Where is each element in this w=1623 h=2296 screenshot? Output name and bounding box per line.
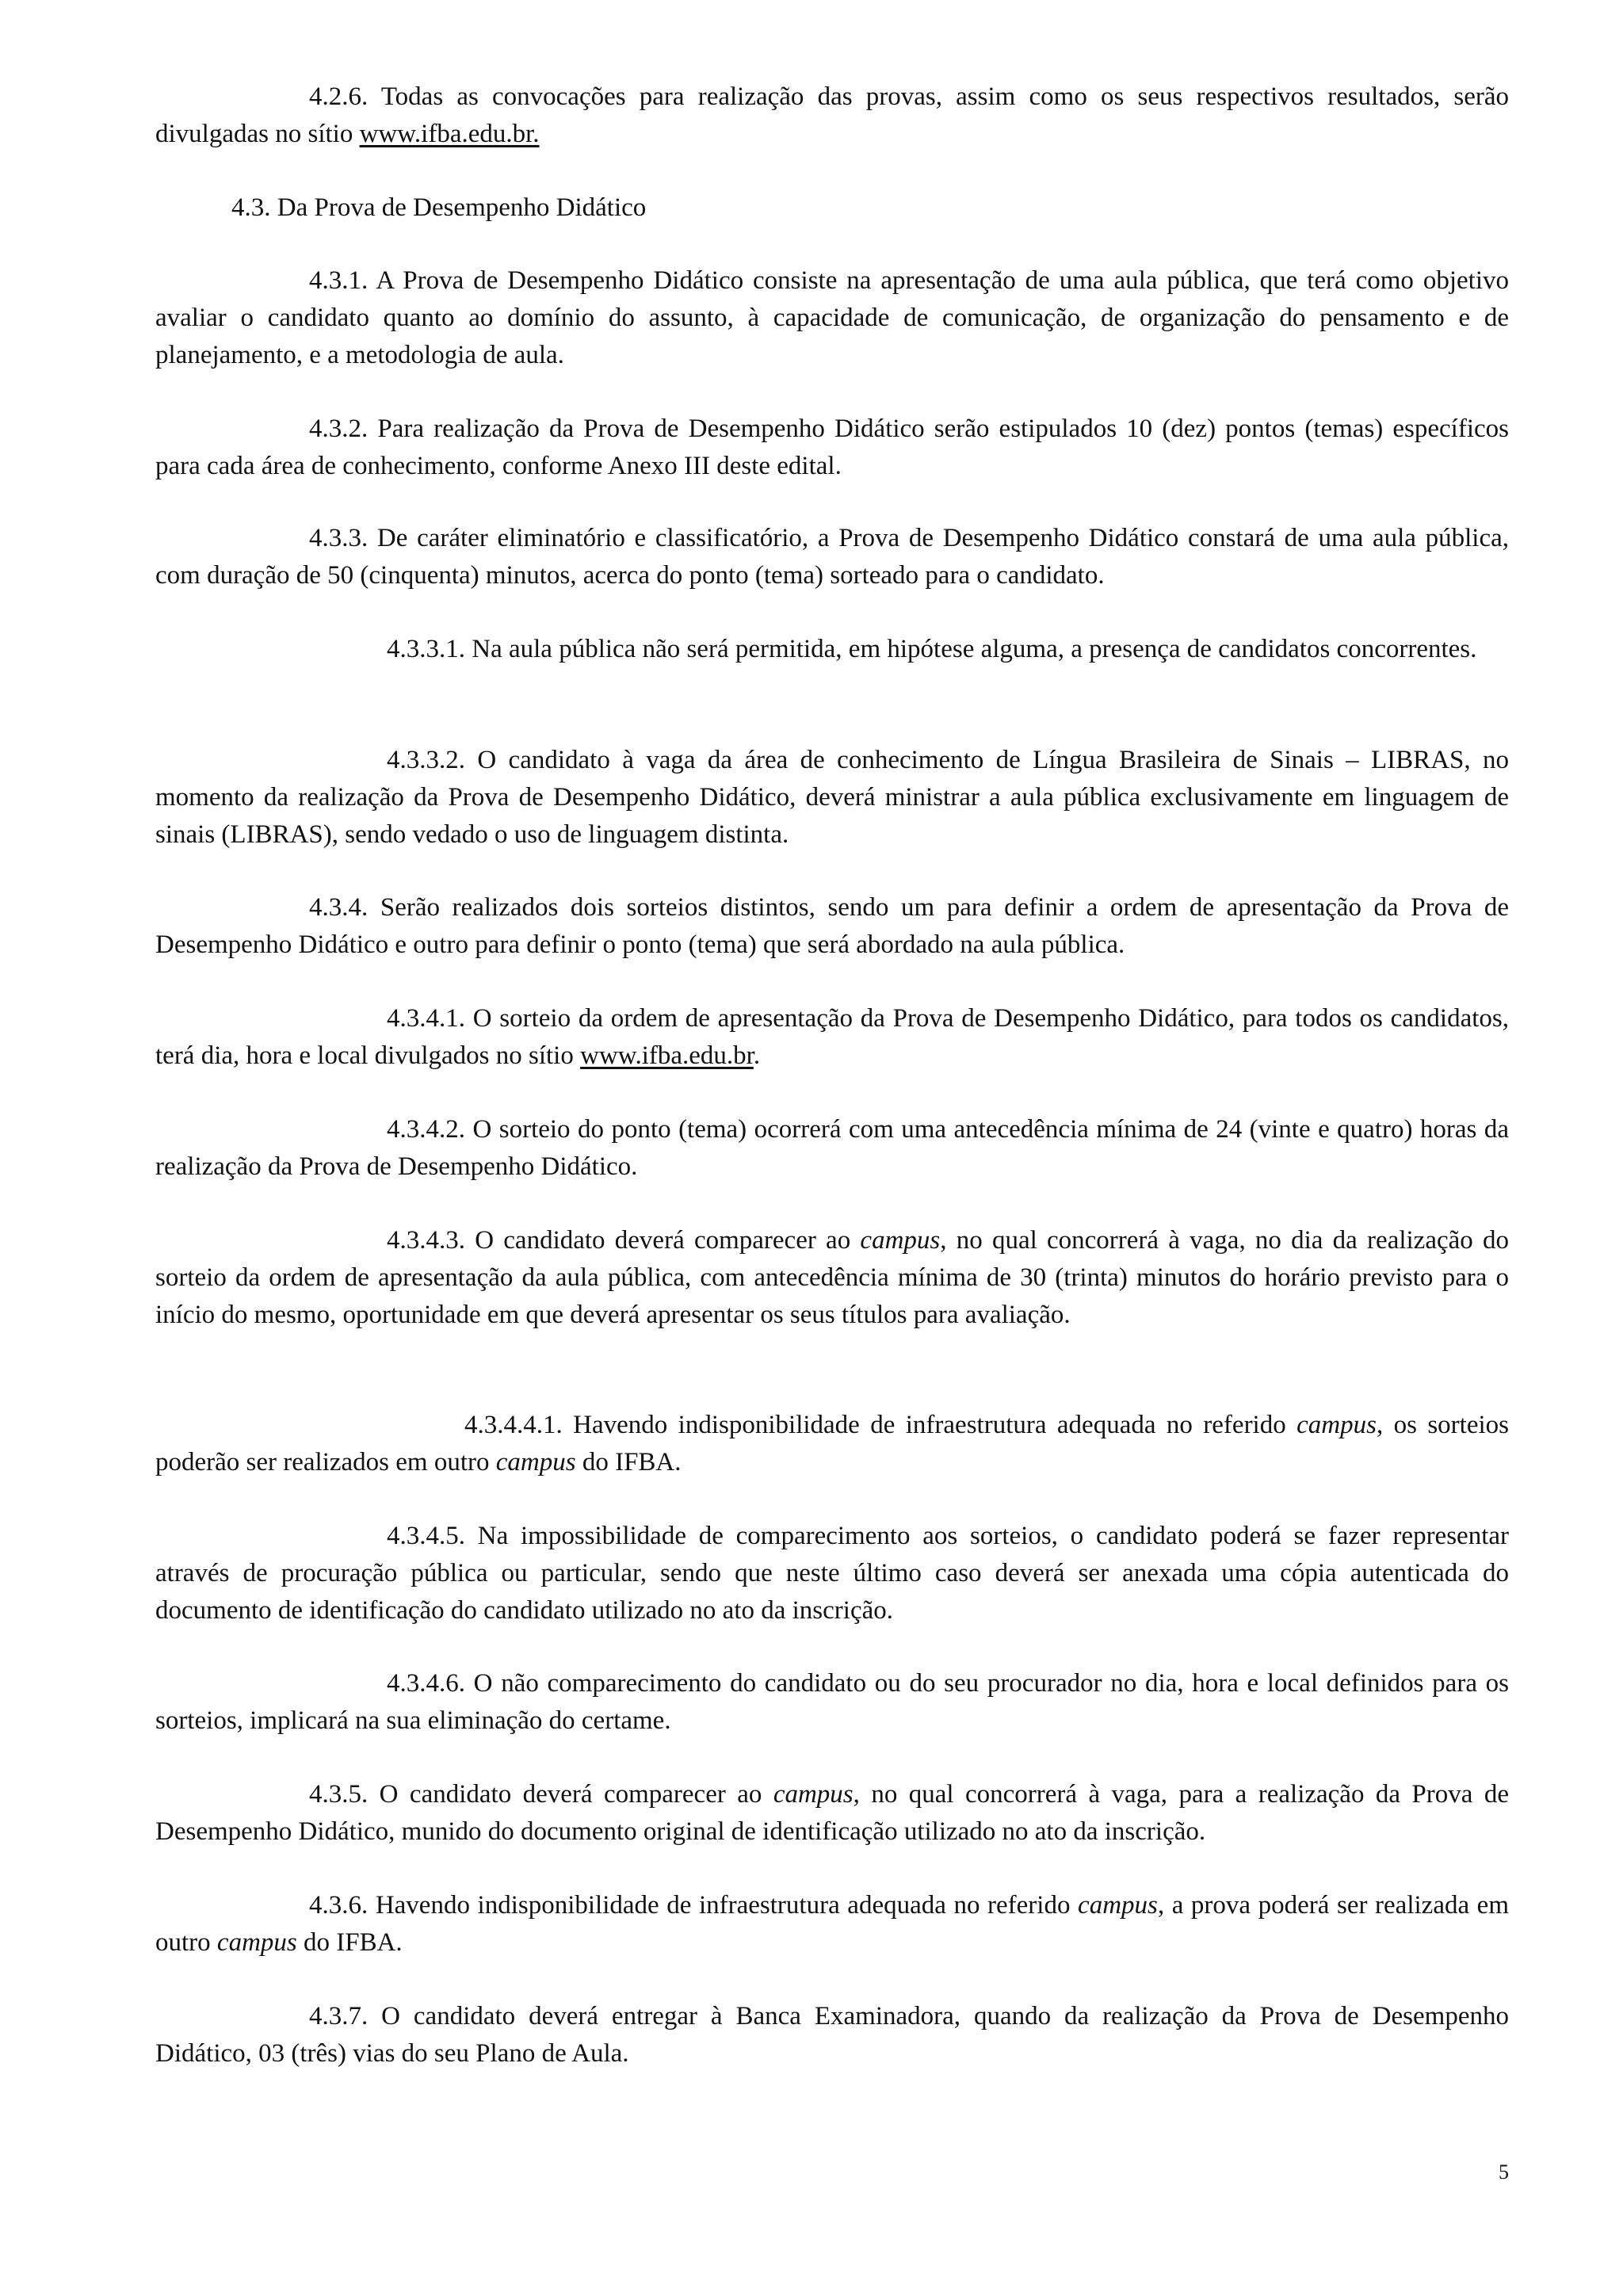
ifba-website-link[interactable]: www.ifba.edu.br.	[359, 120, 540, 148]
paragraph-4-3-3	[155, 520, 1509, 594]
campus-italic: campus	[1078, 1891, 1158, 1920]
paragraph-4-3-4-5	[155, 1518, 1509, 1629]
paragraph-text: Para realização da Prova de Desempenho Didático serão estipulados 10 (dez) pontos (temas) específicos para cada área de conhecimento, conforme Anexo III deste edital.	[155, 415, 1509, 480]
item-number: 4.3.4.4.1.	[464, 1411, 563, 1439]
item-number: 4.3.3.1.	[387, 635, 465, 663]
paragraph-text-middle: , os sorteios poderão ser realizados em outro	[155, 1411, 1509, 1477]
paragraph-4-3-3-2	[155, 742, 1509, 854]
paragraph-text: O candidato deverá entregar à Banca Examinadora, quando da realização da Prova de Desempenho Didático, 03 (três) vias do seu Plano de Aula.	[155, 2002, 1509, 2068]
campus-italic: campus	[216, 1928, 297, 1957]
item-number: 4.3.4.6.	[387, 1669, 465, 1698]
paragraph-text: O sorteio da ordem de apresentação da Prova de Desempenho Didático, para todos os candidatos, terá dia, hora e local divulgados no sítio	[155, 1004, 1509, 1070]
paragraph-text-end: do IFBA.	[296, 1928, 403, 1957]
paragraph-text: O não comparecimento do candidato ou do seu procurador no dia, hora e local definidos para os sorteios, implicará na sua eliminação do certame.	[155, 1669, 1509, 1735]
campus-italic: campus	[495, 1448, 576, 1477]
paragraph-text: Havendo indisponibilidade de infraestrutura adequada no referido	[562, 1411, 1297, 1439]
ifba-website-link[interactable]: www.ifba.edu.br	[580, 1041, 754, 1070]
item-number: 4.3.4.3.	[387, 1226, 465, 1255]
campus-italic: campus	[860, 1226, 941, 1255]
item-number: 4.3.4.2.	[387, 1115, 465, 1144]
section-heading-4-3: 4.3. Da Prova de Desempenho Didático	[231, 193, 647, 222]
paragraph-text: O sorteio do ponto (tema) ocorrerá com uma antecedência mínima de 24 (vinte e quatro) horas da realização da Prova de Desempenho Didático.	[155, 1115, 1509, 1181]
paragraph-4-3-4-3	[155, 1222, 1509, 1334]
item-number: 4.2.6.	[309, 82, 369, 111]
item-number: 4.3.3.	[309, 524, 369, 552]
paragraph-4-3-4-6	[155, 1665, 1509, 1740]
paragraph-text: Todas as convocações para realização das provas, assim como os seus respectivos resultados, serão divulgadas no sítio	[155, 82, 1509, 148]
paragraph-4-3-4	[155, 889, 1509, 964]
paragraph-text: A Prova de Desempenho Didático consiste na apresentação de uma aula pública, que terá como objetivo avaliar o candidato quanto ao domínio do assunto, à capacidade de comunicação, de organização do pensamento e de planejamento, e a metodologia de aula.	[155, 266, 1509, 369]
paragraph-text: O candidato deverá comparecer ao	[465, 1226, 861, 1255]
paragraph-text: De caráter eliminatório e classificatório, a Prova de Desempenho Didático constará de uma aula pública, com duração de 50 (cinquenta) minutos, acerca do ponto (tema) sorteado para o candidato.	[155, 524, 1509, 590]
paragraph-text: Na aula pública não será permitida, em hipótese alguma, a presença de candidatos concorrentes.	[465, 635, 1477, 663]
campus-italic: campus	[773, 1780, 854, 1809]
item-number: 4.3.4.	[309, 893, 369, 922]
paragraph-4-3-3-1	[155, 631, 1509, 668]
item-number: 4.3.3.2.	[387, 746, 465, 774]
paragraph-text-end: do IFBA.	[575, 1448, 682, 1477]
paragraph-text: Serão realizados dois sorteios distintos, sendo um para definir a ordem de apresentação da Prova de Desempenho Didático e outro para definir o ponto (tema) que será abordado na aula pública.	[155, 893, 1509, 959]
item-number: 4.3.1.	[309, 266, 369, 295]
paragraph-text: O candidato deverá comparecer ao	[368, 1780, 773, 1809]
item-number: 4.3.4.1.	[387, 1004, 465, 1033]
paragraph-4-3-4-4-1	[155, 1407, 1509, 1481]
paragraph-4-3-1	[155, 262, 1509, 374]
paragraph-text-middle: , a prova poderá ser realizada em outro	[155, 1891, 1510, 1957]
campus-italic: campus	[1296, 1411, 1377, 1439]
item-number: 4.3.6.	[309, 1891, 369, 1920]
paragraph-4-3-4-2	[155, 1111, 1509, 1186]
item-number: 4.3.2.	[309, 415, 369, 443]
paragraph-4-3-6	[155, 1887, 1509, 1962]
item-number: 4.3.4.5.	[387, 1522, 465, 1550]
item-number: 4.3.7.	[309, 2002, 369, 2030]
paragraph-text: Na impossibilidade de comparecimento aos sorteios, o candidato poderá se fazer representar através de procuração pública ou particular, sendo que neste último caso deverá ser anexada uma cópia autenticada do documento de identificação do candidato utilizado no ato da inscrição.	[155, 1522, 1509, 1625]
paragraph-text: Havendo indisponibilidade de infraestrutura adequada no referido	[368, 1891, 1079, 1920]
paragraph-4-3-5	[155, 1776, 1509, 1851]
paragraph-text-continued: , no qual concorrerá à vaga, para a realização da Prova de Desempenho Didático, munido do documento original de identificação utilizado no ato da inscrição.	[155, 1780, 1509, 1846]
paragraph-4-3-2	[155, 411, 1509, 485]
page-number: 5	[1499, 2160, 1509, 2183]
item-number: 4.3.5.	[309, 1780, 369, 1809]
paragraph-text-end: .	[753, 1041, 761, 1070]
paragraph-4-3-4-1	[155, 1000, 1509, 1075]
paragraph-4-2-6	[155, 78, 1509, 153]
paragraph-4-3-7	[155, 1998, 1509, 2073]
paragraph-text-continued: , no qual concorrerá à vaga, no dia da realização do sorteio da ordem de apresentação da aula pública, com antecedência mínima de 30 (trinta) minutos do horário previsto para o início do mesmo, oportunidade em que deverá apresentar os seus títulos para avaliação.	[155, 1226, 1509, 1329]
paragraph-text: O candidato à vaga da área de conhecimento de Língua Brasileira de Sinais – LIBRAS, no momento da realização da Prova de Desempenho Didático, deverá ministrar a aula pública exclusivamente em linguagem de sinais (LIBRAS), sendo vedado o uso de linguagem distinta.	[155, 746, 1509, 849]
